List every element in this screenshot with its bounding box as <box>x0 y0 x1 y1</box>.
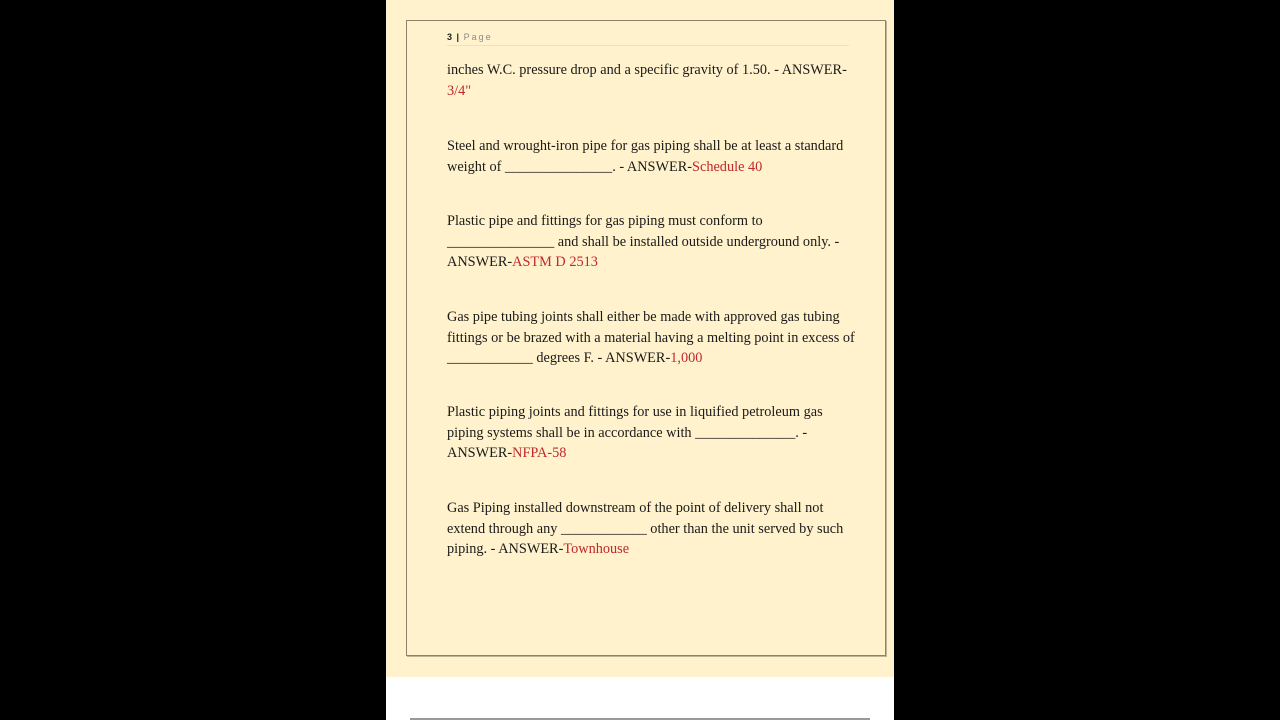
question-text: Plastic pipe and fittings for gas piping must conform to _______________ and shall be installed outside underground only. - ANSWER- <box>447 213 840 270</box>
qa-item <box>447 402 857 464</box>
answer-text: 1,000 <box>670 350 703 366</box>
page-separator: | <box>456 32 460 42</box>
qa-item <box>447 498 857 560</box>
qa-item <box>447 60 857 101</box>
next-page-top <box>386 677 894 720</box>
question-text: Steel and wrought-iron pipe for gas piping shall be at least a standard weight of _______________. - ANSWER- <box>447 138 844 175</box>
page-header <box>447 31 849 46</box>
qa-item <box>447 211 857 273</box>
qa-item <box>447 136 857 177</box>
document-page <box>386 0 894 677</box>
page-number: 3 <box>447 32 453 42</box>
question-text: inches W.C. pressure drop and a specific gravity of 1.50. - ANSWER- <box>447 62 847 78</box>
question-text: Gas Piping installed downstream of the point of delivery shall not extend through any ____________ other than the unit served by such piping. - ANSWER- <box>447 500 844 557</box>
question-text: Gas pipe tubing joints shall either be made with approved gas tubing fittings or be brazed with a material having a melting point in excess of ____________ degrees F. - ANSWER- <box>447 309 855 366</box>
answer-text: NFPA-58 <box>512 445 567 461</box>
qa-item <box>447 307 857 369</box>
answer-text: Schedule 40 <box>692 158 763 175</box>
answer-text: 3/4" <box>447 82 472 99</box>
page-label: Page <box>463 32 493 42</box>
answer-text: Townhouse <box>563 541 630 557</box>
question-text: Plastic piping joints and fittings for use in liquified petroleum gas piping systems shall be in accordance with ______________. - ANSWER- <box>447 404 823 461</box>
answer-text: ASTM D 2513 <box>512 254 598 270</box>
